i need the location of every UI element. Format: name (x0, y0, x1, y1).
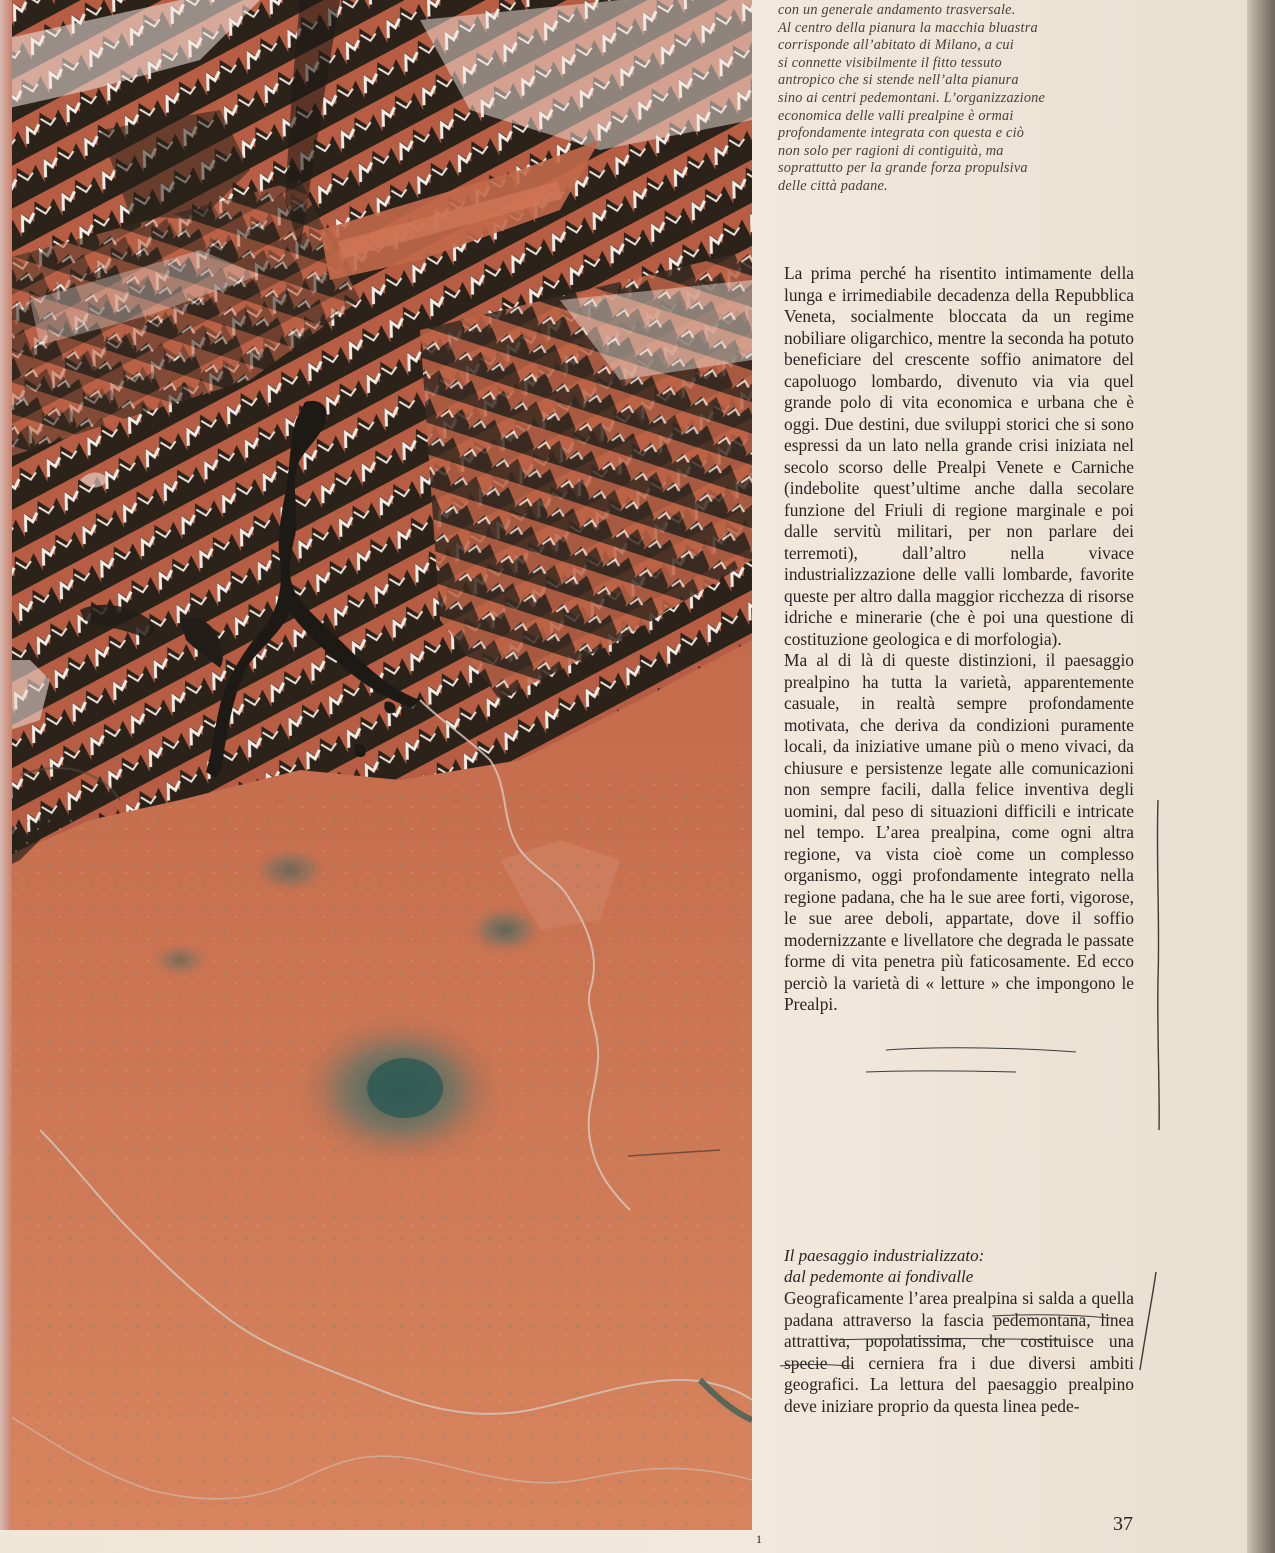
caption-line: corrisponde all’abitato di Milano, a cui (778, 37, 1014, 54)
page-number: 37 (1113, 1513, 1133, 1535)
book-spine-shadow (1247, 0, 1275, 1553)
body-paragraph-2: Ma al di là di queste distinzioni, il paesaggio prealpino ha tutta la varietà, apparentemente casuale, in realtà sempre profondamente motivata, che deriva da condizioni puramente locali, da iniziative umane più o meno vivaci, da chiusure e persistenze legate alle comunicazioni non sempre facili, dalla felice inventiva degli uomini, dal peso di situazioni difficili e intricate nel tempo. L’area prealpina, come ogni altra regione, va vista cioè come un complesso organismo, oggi profondamente integrato nella regione padana, che ha le sue aree forti, vigorose, le sue aree deboli, appartate, dove il soffio modernizzante e livellatore che degrada le passate forme di vita penetra più faticosamente. Ed ecco perciò la varietà di « letture » che impongono le Prealpi. (784, 650, 1134, 1014)
figure-number: 1 (756, 1532, 762, 1546)
caption-line: con un generale andamento trasversale. (778, 2, 1016, 18)
pen-underline-2 (780, 1310, 1140, 1390)
caption-line: soprattutto per la grande forza propulsiva (778, 160, 1028, 177)
margin-pen-line-1 (1150, 800, 1170, 1140)
caption-line: profondamente integrata con questa e ciò (778, 125, 1025, 142)
pen-underline-1 (826, 1040, 1126, 1100)
section-heading-line-1: Il paesaggio industrializzato: (784, 1246, 985, 1265)
section-heading (784, 1245, 1134, 1287)
caption-line: sino ai centri pedemontani. L’organizzazione (778, 89, 1046, 106)
body-paragraph-1: La prima perché ha risentito intimamente della lunga e irrimediabile decadenza della Repubblica Veneta, socialmente bloccata da un regime nobiliare oligarchico, mentre la seconda ha potuto beneficiare del crescente soffio animatore del capoluogo lombardo, divenuto via via quel grande polo di vita economica e urbana che è oggi. Due destini, due sviluppi storici che si sono espressi da un lato nella grande crisi iniziata nel secolo scorso delle Prealpi Venete e Carniche (indebolite quest’ultime anche dalla secolare funzione del Friuli di regione marginale e poi dalle servitù militari, per non parlare dei terremoti), dall’altro nella vivace industrializzazione delle valli lombarde, favorite queste per altro dalla maggior ricchezza di risorse idriche e minerarie (che è poi una questione di costituzione geologica e di morfologia). (784, 263, 1134, 649)
page-edge-strip (0, 0, 12, 1530)
body-text (784, 263, 1134, 1016)
caption-line: antropico che si stende nell’alta pianura (778, 72, 1019, 89)
caption-line: Al centro della pianura la macchia bluastra (778, 19, 1038, 36)
caption-line: si connette visibilmente il fitto tessuto (778, 54, 1002, 71)
caption-line: non solo per ragioni di contiguità, ma (778, 142, 1004, 159)
section-heading-line-2: dal pedemonte ai fondivalle (784, 1267, 974, 1286)
caption-line: economica delle valli prealpine è ormai (778, 107, 1014, 124)
caption-line: delle città padane. (778, 177, 888, 194)
section-paragraph: Geograficamente l’area prealpina si salda a quella padana attraverso la fascia pedemontana, linea attrattiva, popolatissima, che costituisce una specie di cerniera fra i due diversi ambiti geografici. La lettura del paesaggio prealpino deve iniziare proprio da questa linea pede- (784, 1288, 1134, 1416)
figure-caption (778, 2, 1138, 196)
